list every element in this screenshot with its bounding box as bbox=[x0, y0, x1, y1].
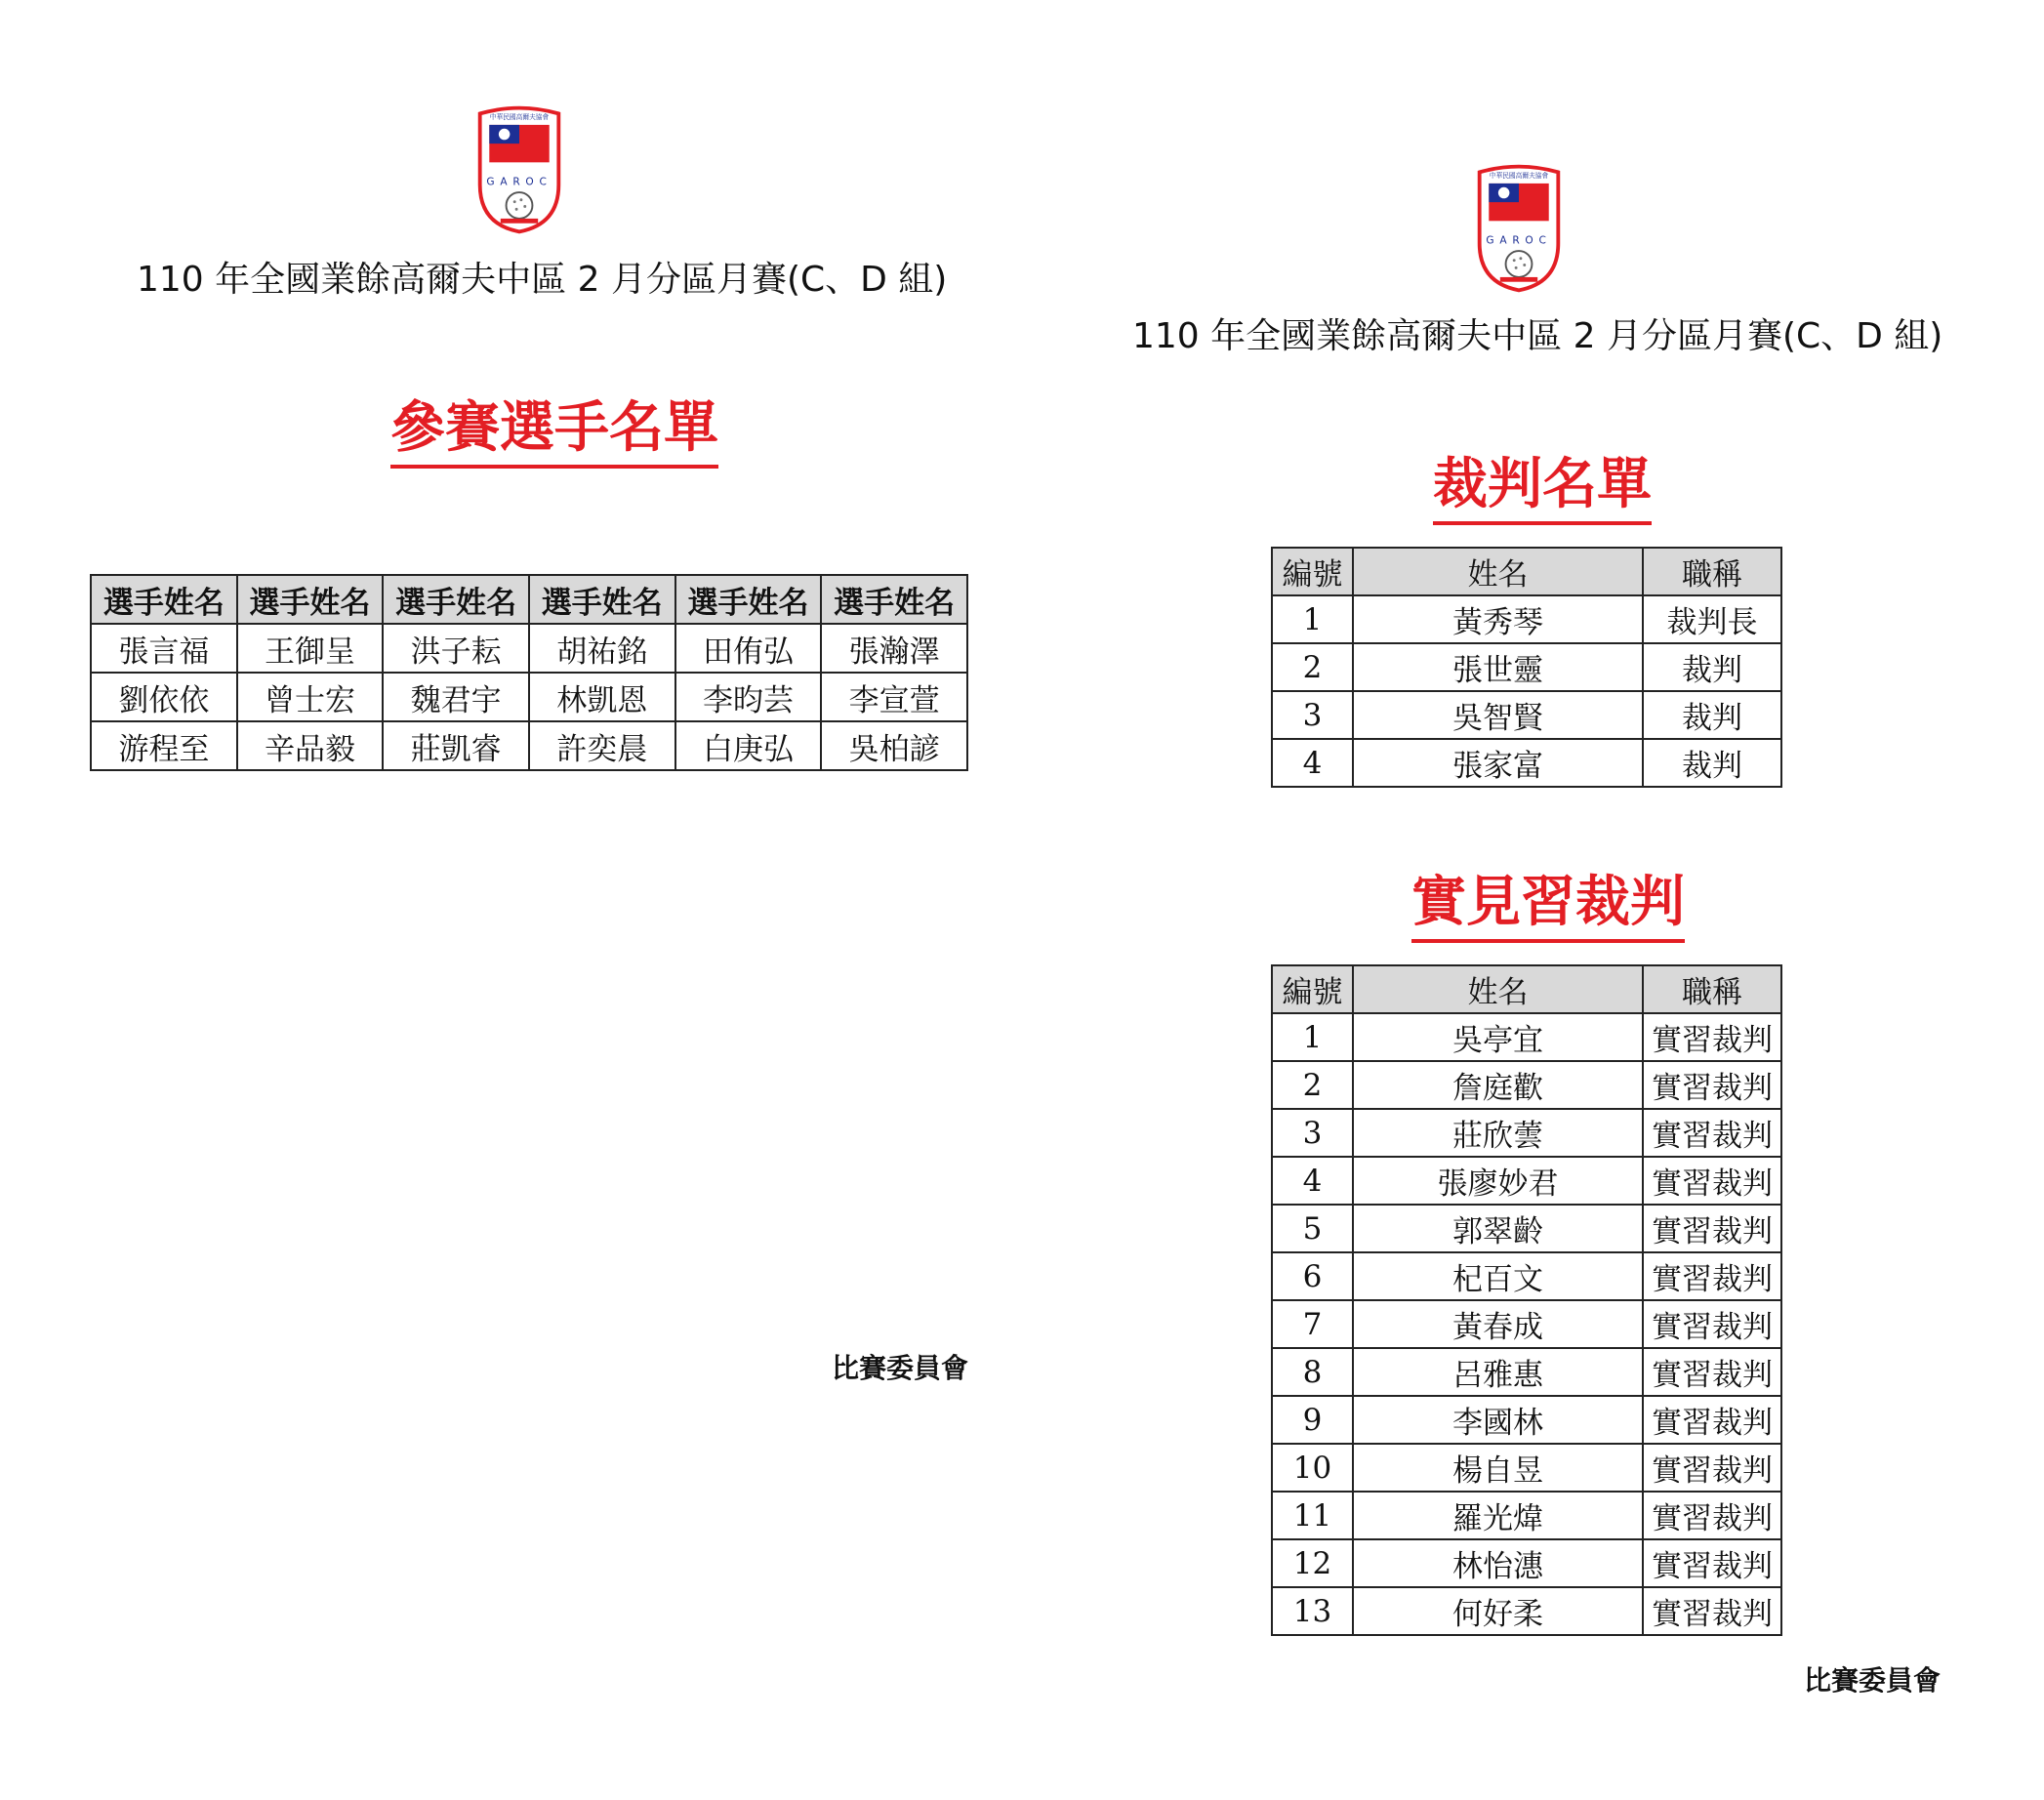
players-header-cell: 選手姓名 bbox=[383, 575, 529, 624]
trainee-role: 實習裁判 bbox=[1643, 1300, 1781, 1348]
referee-name: 黃秀琴 bbox=[1353, 595, 1643, 643]
table-row bbox=[91, 721, 967, 770]
referee-section-title: 裁判名單 bbox=[1433, 455, 1652, 525]
trainee-role: 實習裁判 bbox=[1643, 1157, 1781, 1205]
svg-text:中華民國高爾夫協會: 中華民國高爾夫協會 bbox=[1489, 172, 1549, 181]
svg-text:GAROC: GAROC bbox=[486, 176, 552, 188]
trainee-name: 張廖妙君 bbox=[1353, 1157, 1643, 1205]
title-header: 職稱 bbox=[1643, 548, 1781, 595]
players-header-row bbox=[91, 575, 967, 624]
trainee-number: 3 bbox=[1272, 1109, 1353, 1157]
player-name: 吳柏諺 bbox=[821, 721, 967, 770]
name-header: 姓名 bbox=[1353, 965, 1643, 1013]
trainee-name: 楊自昱 bbox=[1353, 1444, 1643, 1492]
trainee-role: 實習裁判 bbox=[1643, 1348, 1781, 1396]
table-row bbox=[1272, 1157, 1781, 1205]
table-row bbox=[1272, 1300, 1781, 1348]
trainee-name: 杞百文 bbox=[1353, 1252, 1643, 1300]
trainee-role: 實習裁判 bbox=[1643, 1061, 1781, 1109]
referee-role: 裁判長 bbox=[1643, 595, 1781, 643]
player-name: 王御呈 bbox=[237, 624, 384, 673]
trainee-name: 黃春成 bbox=[1353, 1300, 1643, 1348]
referee-role: 裁判 bbox=[1643, 643, 1781, 691]
table-row bbox=[1272, 1013, 1781, 1061]
player-name: 張言福 bbox=[91, 624, 237, 673]
committee-signature-right: 比賽委員會 bbox=[1804, 1664, 1942, 1697]
garoc-shield-icon bbox=[1472, 162, 1566, 295]
committee-signature-left: 比賽委員會 bbox=[832, 1352, 969, 1384]
trainee-name: 郭翠齡 bbox=[1353, 1205, 1643, 1252]
trainee-role: 實習裁判 bbox=[1643, 1109, 1781, 1157]
player-name: 游程至 bbox=[91, 721, 237, 770]
referee-table bbox=[1271, 547, 1782, 788]
player-name: 劉依依 bbox=[91, 673, 237, 721]
title-header: 職稱 bbox=[1643, 965, 1781, 1013]
svg-text:中華民國高爾夫協會: 中華民國高爾夫協會 bbox=[489, 113, 550, 122]
trainee-name: 詹庭歡 bbox=[1353, 1061, 1643, 1109]
trainee-name: 何好柔 bbox=[1353, 1587, 1643, 1635]
trainee-number: 11 bbox=[1272, 1492, 1353, 1539]
table-row bbox=[1272, 1587, 1781, 1635]
trainee-role: 實習裁判 bbox=[1643, 1013, 1781, 1061]
trainee-name: 林怡潓 bbox=[1353, 1539, 1643, 1587]
trainee-header-row bbox=[1272, 965, 1781, 1013]
table-row bbox=[1272, 1492, 1781, 1539]
table-row bbox=[1272, 1205, 1781, 1252]
table-row bbox=[1272, 1252, 1781, 1300]
player-name: 白庚弘 bbox=[675, 721, 822, 770]
referee-number: 2 bbox=[1272, 643, 1353, 691]
referee-number: 1 bbox=[1272, 595, 1353, 643]
players-header-cell: 選手姓名 bbox=[91, 575, 237, 624]
referee-header-row bbox=[1272, 548, 1781, 595]
garoc-logo-right bbox=[1472, 162, 1566, 295]
trainee-table bbox=[1271, 964, 1782, 1636]
table-row bbox=[1272, 1444, 1781, 1492]
referee-number: 3 bbox=[1272, 691, 1353, 739]
name-header: 姓名 bbox=[1353, 548, 1643, 595]
referee-number: 4 bbox=[1272, 739, 1353, 787]
players-header-cell: 選手姓名 bbox=[675, 575, 822, 624]
trainee-number: 8 bbox=[1272, 1348, 1353, 1396]
table-row bbox=[1272, 1109, 1781, 1157]
trainee-number: 6 bbox=[1272, 1252, 1353, 1300]
trainee-number: 2 bbox=[1272, 1061, 1353, 1109]
trainee-number: 9 bbox=[1272, 1396, 1353, 1444]
table-row bbox=[91, 673, 967, 721]
trainee-number: 4 bbox=[1272, 1157, 1353, 1205]
player-name: 李昀芸 bbox=[675, 673, 822, 721]
trainee-number: 12 bbox=[1272, 1539, 1353, 1587]
event-title-right: 110 年全國業餘高爾夫中區 2 月分區月賽(C、D 組) bbox=[1132, 316, 1943, 356]
trainee-number: 7 bbox=[1272, 1300, 1353, 1348]
player-name: 林凱恩 bbox=[529, 673, 675, 721]
trainee-section-title: 實見習裁判 bbox=[1411, 873, 1685, 943]
referee-name: 吳智賢 bbox=[1353, 691, 1643, 739]
player-name: 洪子耘 bbox=[383, 624, 529, 673]
trainee-role: 實習裁判 bbox=[1643, 1492, 1781, 1539]
table-row bbox=[1272, 1539, 1781, 1587]
garoc-logo-left bbox=[472, 103, 566, 236]
player-name: 張瀚澤 bbox=[821, 624, 967, 673]
referee-role: 裁判 bbox=[1643, 691, 1781, 739]
player-name: 魏君宇 bbox=[383, 673, 529, 721]
referee-role: 裁判 bbox=[1643, 739, 1781, 787]
table-row bbox=[1272, 739, 1781, 787]
table-row bbox=[1272, 1396, 1781, 1444]
table-row bbox=[1272, 1348, 1781, 1396]
trainee-role: 實習裁判 bbox=[1643, 1396, 1781, 1444]
referee-name: 張家富 bbox=[1353, 739, 1643, 787]
number-header: 編號 bbox=[1272, 965, 1353, 1013]
trainee-role: 實習裁判 bbox=[1643, 1252, 1781, 1300]
trainee-number: 13 bbox=[1272, 1587, 1353, 1635]
garoc-shield-icon bbox=[472, 103, 566, 236]
svg-text:GAROC: GAROC bbox=[1486, 234, 1552, 247]
table-row bbox=[1272, 1061, 1781, 1109]
player-name: 李宣萱 bbox=[821, 673, 967, 721]
trainee-number: 10 bbox=[1272, 1444, 1353, 1492]
table-row bbox=[1272, 595, 1781, 643]
trainee-name: 羅光煒 bbox=[1353, 1492, 1643, 1539]
players-header-cell: 選手姓名 bbox=[237, 575, 384, 624]
trainee-name: 李國林 bbox=[1353, 1396, 1643, 1444]
players-header-cell: 選手姓名 bbox=[529, 575, 675, 624]
player-name: 曾士宏 bbox=[237, 673, 384, 721]
table-row bbox=[1272, 691, 1781, 739]
event-title-left: 110 年全國業餘高爾夫中區 2 月分區月賽(C、D 組) bbox=[137, 260, 948, 300]
trainee-name: 莊欣蕓 bbox=[1353, 1109, 1643, 1157]
referee-name: 張世靈 bbox=[1353, 643, 1643, 691]
number-header: 編號 bbox=[1272, 548, 1353, 595]
players-header-cell: 選手姓名 bbox=[821, 575, 967, 624]
trainee-role: 實習裁判 bbox=[1643, 1205, 1781, 1252]
trainee-role: 實習裁判 bbox=[1643, 1587, 1781, 1635]
trainee-name: 呂雅惠 bbox=[1353, 1348, 1643, 1396]
trainee-number: 5 bbox=[1272, 1205, 1353, 1252]
player-name: 田侑弘 bbox=[675, 624, 822, 673]
players-section-title: 參賽選手名單 bbox=[390, 398, 718, 469]
player-name: 莊凱睿 bbox=[383, 721, 529, 770]
trainee-role: 實習裁判 bbox=[1643, 1444, 1781, 1492]
table-row bbox=[1272, 643, 1781, 691]
trainee-role: 實習裁判 bbox=[1643, 1539, 1781, 1587]
player-name: 胡祐銘 bbox=[529, 624, 675, 673]
trainee-number: 1 bbox=[1272, 1013, 1353, 1061]
trainee-name: 吳亭宜 bbox=[1353, 1013, 1643, 1061]
players-table bbox=[90, 574, 968, 771]
player-name: 辛品毅 bbox=[237, 721, 384, 770]
table-row bbox=[91, 624, 967, 673]
player-name: 許奕晨 bbox=[529, 721, 675, 770]
